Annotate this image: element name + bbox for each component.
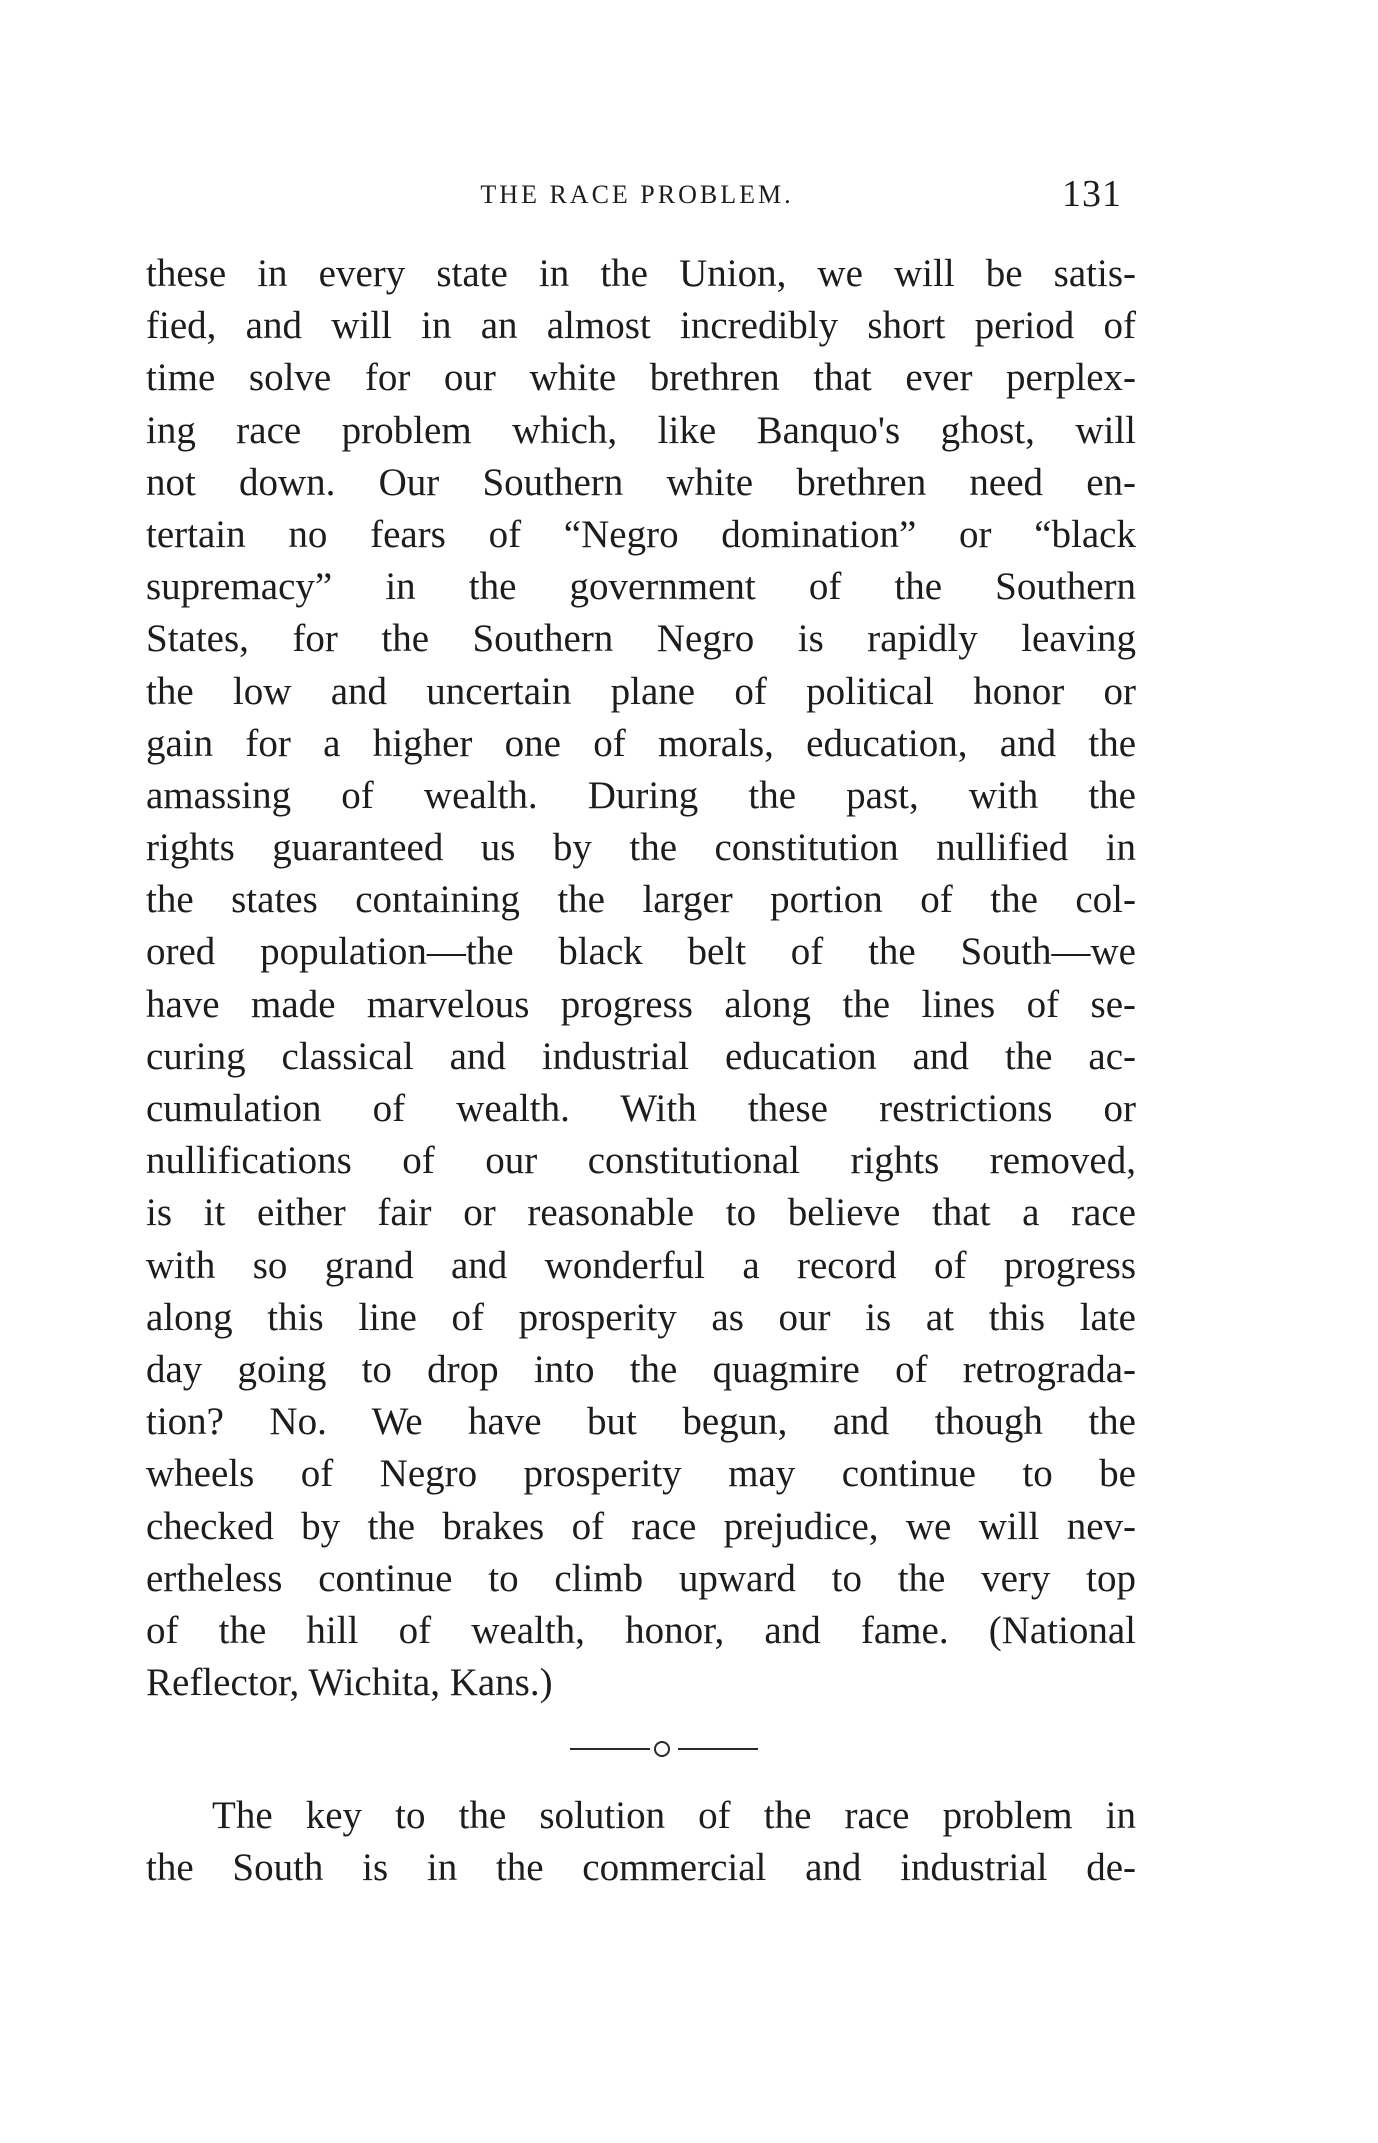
separator-ornament-icon — [654, 1741, 670, 1757]
paragraph-continued — [146, 248, 1136, 1709]
text-line: the low and uncertain plane of political honor or — [146, 669, 1136, 713]
text-line: time solve for our white brethren that ever perplex- — [146, 356, 1136, 400]
text-line: rights guaranteed us by the constitution nullified in — [146, 826, 1136, 870]
text-line: with so grand and wonderful a record of progress — [146, 1243, 1136, 1287]
text-line: day going to drop into the quagmire of retrograda- — [146, 1347, 1136, 1391]
text-line: curing classical and industrial education and the ac- — [146, 1034, 1136, 1078]
text-line: the South is in the commercial and industrial de- — [146, 1846, 1136, 1890]
text-line: amassing of wealth. During the past, with the — [146, 773, 1136, 817]
text-line: gain for a higher one of morals, education, and the — [146, 721, 1136, 765]
text-line: ing race problem which, like Banquo's ghost, will — [146, 408, 1136, 452]
text-line: not down. Our Southern white brethren need en- — [146, 460, 1136, 504]
text-line: ored population—the black belt of the South—we — [146, 930, 1136, 974]
text-line: The key to the solution of the race problem in — [212, 1794, 1136, 1837]
page-number: 131 — [1062, 173, 1122, 215]
paragraph-new — [146, 1790, 1136, 1894]
text-line: of the hill of wealth, honor, and fame. (National — [146, 1608, 1136, 1652]
text-line: the states containing the larger portion of the col- — [146, 878, 1136, 922]
section-separator — [570, 1737, 758, 1761]
text-line: ertheless continue to climb upward to the very top — [146, 1556, 1136, 1600]
text-line: tertain no fears of “Negro domination” or “black — [146, 512, 1136, 556]
text-line: is it either fair or reasonable to believe that a race — [146, 1191, 1136, 1235]
text-line: wheels of Negro prosperity may continue to be — [146, 1452, 1136, 1496]
text-line: tion? No. We have but begun, and though the — [146, 1400, 1136, 1444]
text-line: fied, and will in an almost incredibly short period of — [146, 304, 1136, 348]
text-line: have made marvelous progress along the lines of se- — [146, 982, 1136, 1026]
text-line: supremacy” in the government of the Southern — [146, 565, 1136, 609]
text-line: nullifications of our constitutional rights removed, — [146, 1139, 1136, 1183]
text-line: Reflector, Wichita, Kans.) — [146, 1661, 553, 1705]
text-line: cumulation of wealth. With these restrictions or — [146, 1087, 1136, 1130]
running-head — [142, 173, 1132, 220]
text-line: along this line of prosperity as our is at this late — [146, 1295, 1136, 1339]
text-line: checked by the brakes of race prejudice, we will nev- — [146, 1504, 1136, 1548]
separator-rule-right — [678, 1748, 758, 1750]
running-title: THE RACE PROBLEM. — [480, 180, 794, 209]
text-line: these in every state in the Union, we will be satis- — [146, 252, 1136, 295]
text-line: States, for the Southern Negro is rapidly leaving — [146, 617, 1136, 661]
separator-rule-left — [570, 1748, 650, 1750]
